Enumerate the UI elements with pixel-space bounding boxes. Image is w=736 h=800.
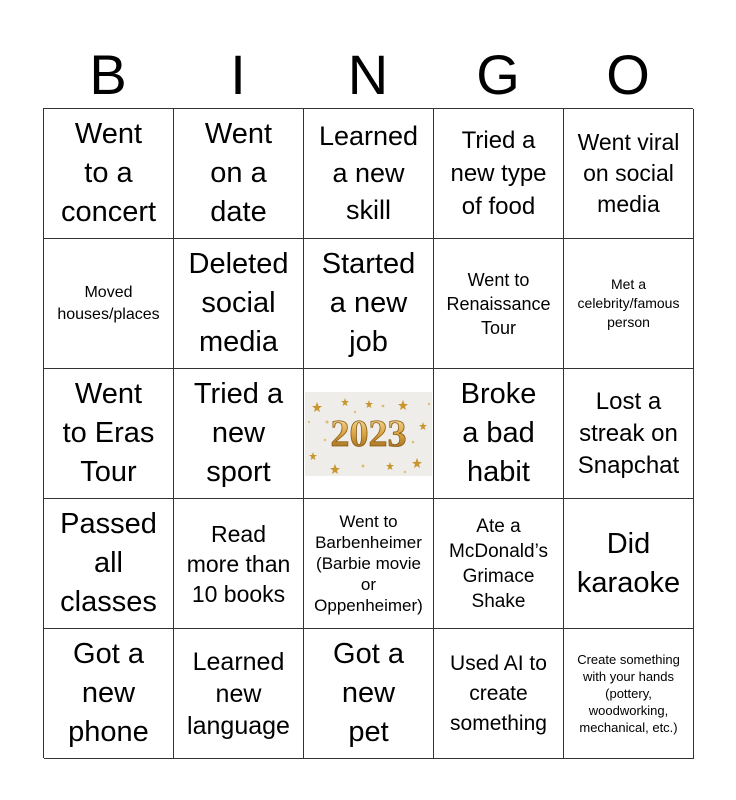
bingo-cell[interactable]: Went to a concert bbox=[44, 109, 174, 239]
bingo-cell[interactable]: Create something with your hands (pottery, woodworking, mechanical, etc.) bbox=[564, 629, 694, 759]
header-letter-o: O bbox=[606, 43, 650, 106]
bingo-cell[interactable]: Used AI to create something bbox=[434, 629, 564, 759]
free-space-2023-image bbox=[305, 392, 432, 476]
bingo-cell[interactable]: Went on a date bbox=[174, 109, 304, 239]
free-space-cell[interactable] bbox=[304, 369, 434, 499]
bingo-cell[interactable]: Got a new phone bbox=[44, 629, 174, 759]
header-letter-i: I bbox=[230, 43, 246, 106]
bingo-cell[interactable]: Went to Eras Tour bbox=[44, 369, 174, 499]
bingo-cell[interactable]: Read more than 10 books bbox=[174, 499, 304, 629]
bingo-cell[interactable]: Went to Renaissance Tour bbox=[434, 239, 564, 369]
bingo-cell[interactable]: Learned a new skill bbox=[304, 109, 434, 239]
free-space-year: 2023 bbox=[330, 412, 407, 455]
header-letter-b: B bbox=[89, 43, 127, 106]
bingo-cell[interactable]: Tried a new sport bbox=[174, 369, 304, 499]
header-letter-g: G bbox=[476, 43, 520, 106]
bingo-cell[interactable]: Went to Barbenheimer (Barbie movie or Oppenheimer) bbox=[304, 499, 434, 629]
bingo-cell[interactable]: Deleted social media bbox=[174, 239, 304, 369]
bingo-cell[interactable]: Started a new job bbox=[304, 239, 434, 369]
bingo-cell[interactable]: Learned new language bbox=[174, 629, 304, 759]
bingo-cell[interactable]: Moved houses/places bbox=[44, 239, 174, 369]
bingo-card-grid bbox=[43, 108, 693, 758]
bingo-header bbox=[43, 42, 693, 108]
bingo-cell[interactable]: Got a new pet bbox=[304, 629, 434, 759]
bingo-cell[interactable]: Tried a new type of food bbox=[434, 109, 564, 239]
bingo-cell[interactable]: Met a celebrity/famous person bbox=[564, 239, 694, 369]
header-letter-n: N bbox=[347, 43, 389, 106]
bingo-cell[interactable]: Broke a bad habit bbox=[434, 369, 564, 499]
bingo-cell[interactable]: Did karaoke bbox=[564, 499, 694, 629]
bingo-cell[interactable]: Lost a streak on Snapchat bbox=[564, 369, 694, 499]
bingo-cell[interactable]: Ate a McDonald’s Grimace Shake bbox=[434, 499, 564, 629]
bingo-cell[interactable]: Went viral on social media bbox=[564, 109, 694, 239]
bingo-cell[interactable]: Passed all classes bbox=[44, 499, 174, 629]
